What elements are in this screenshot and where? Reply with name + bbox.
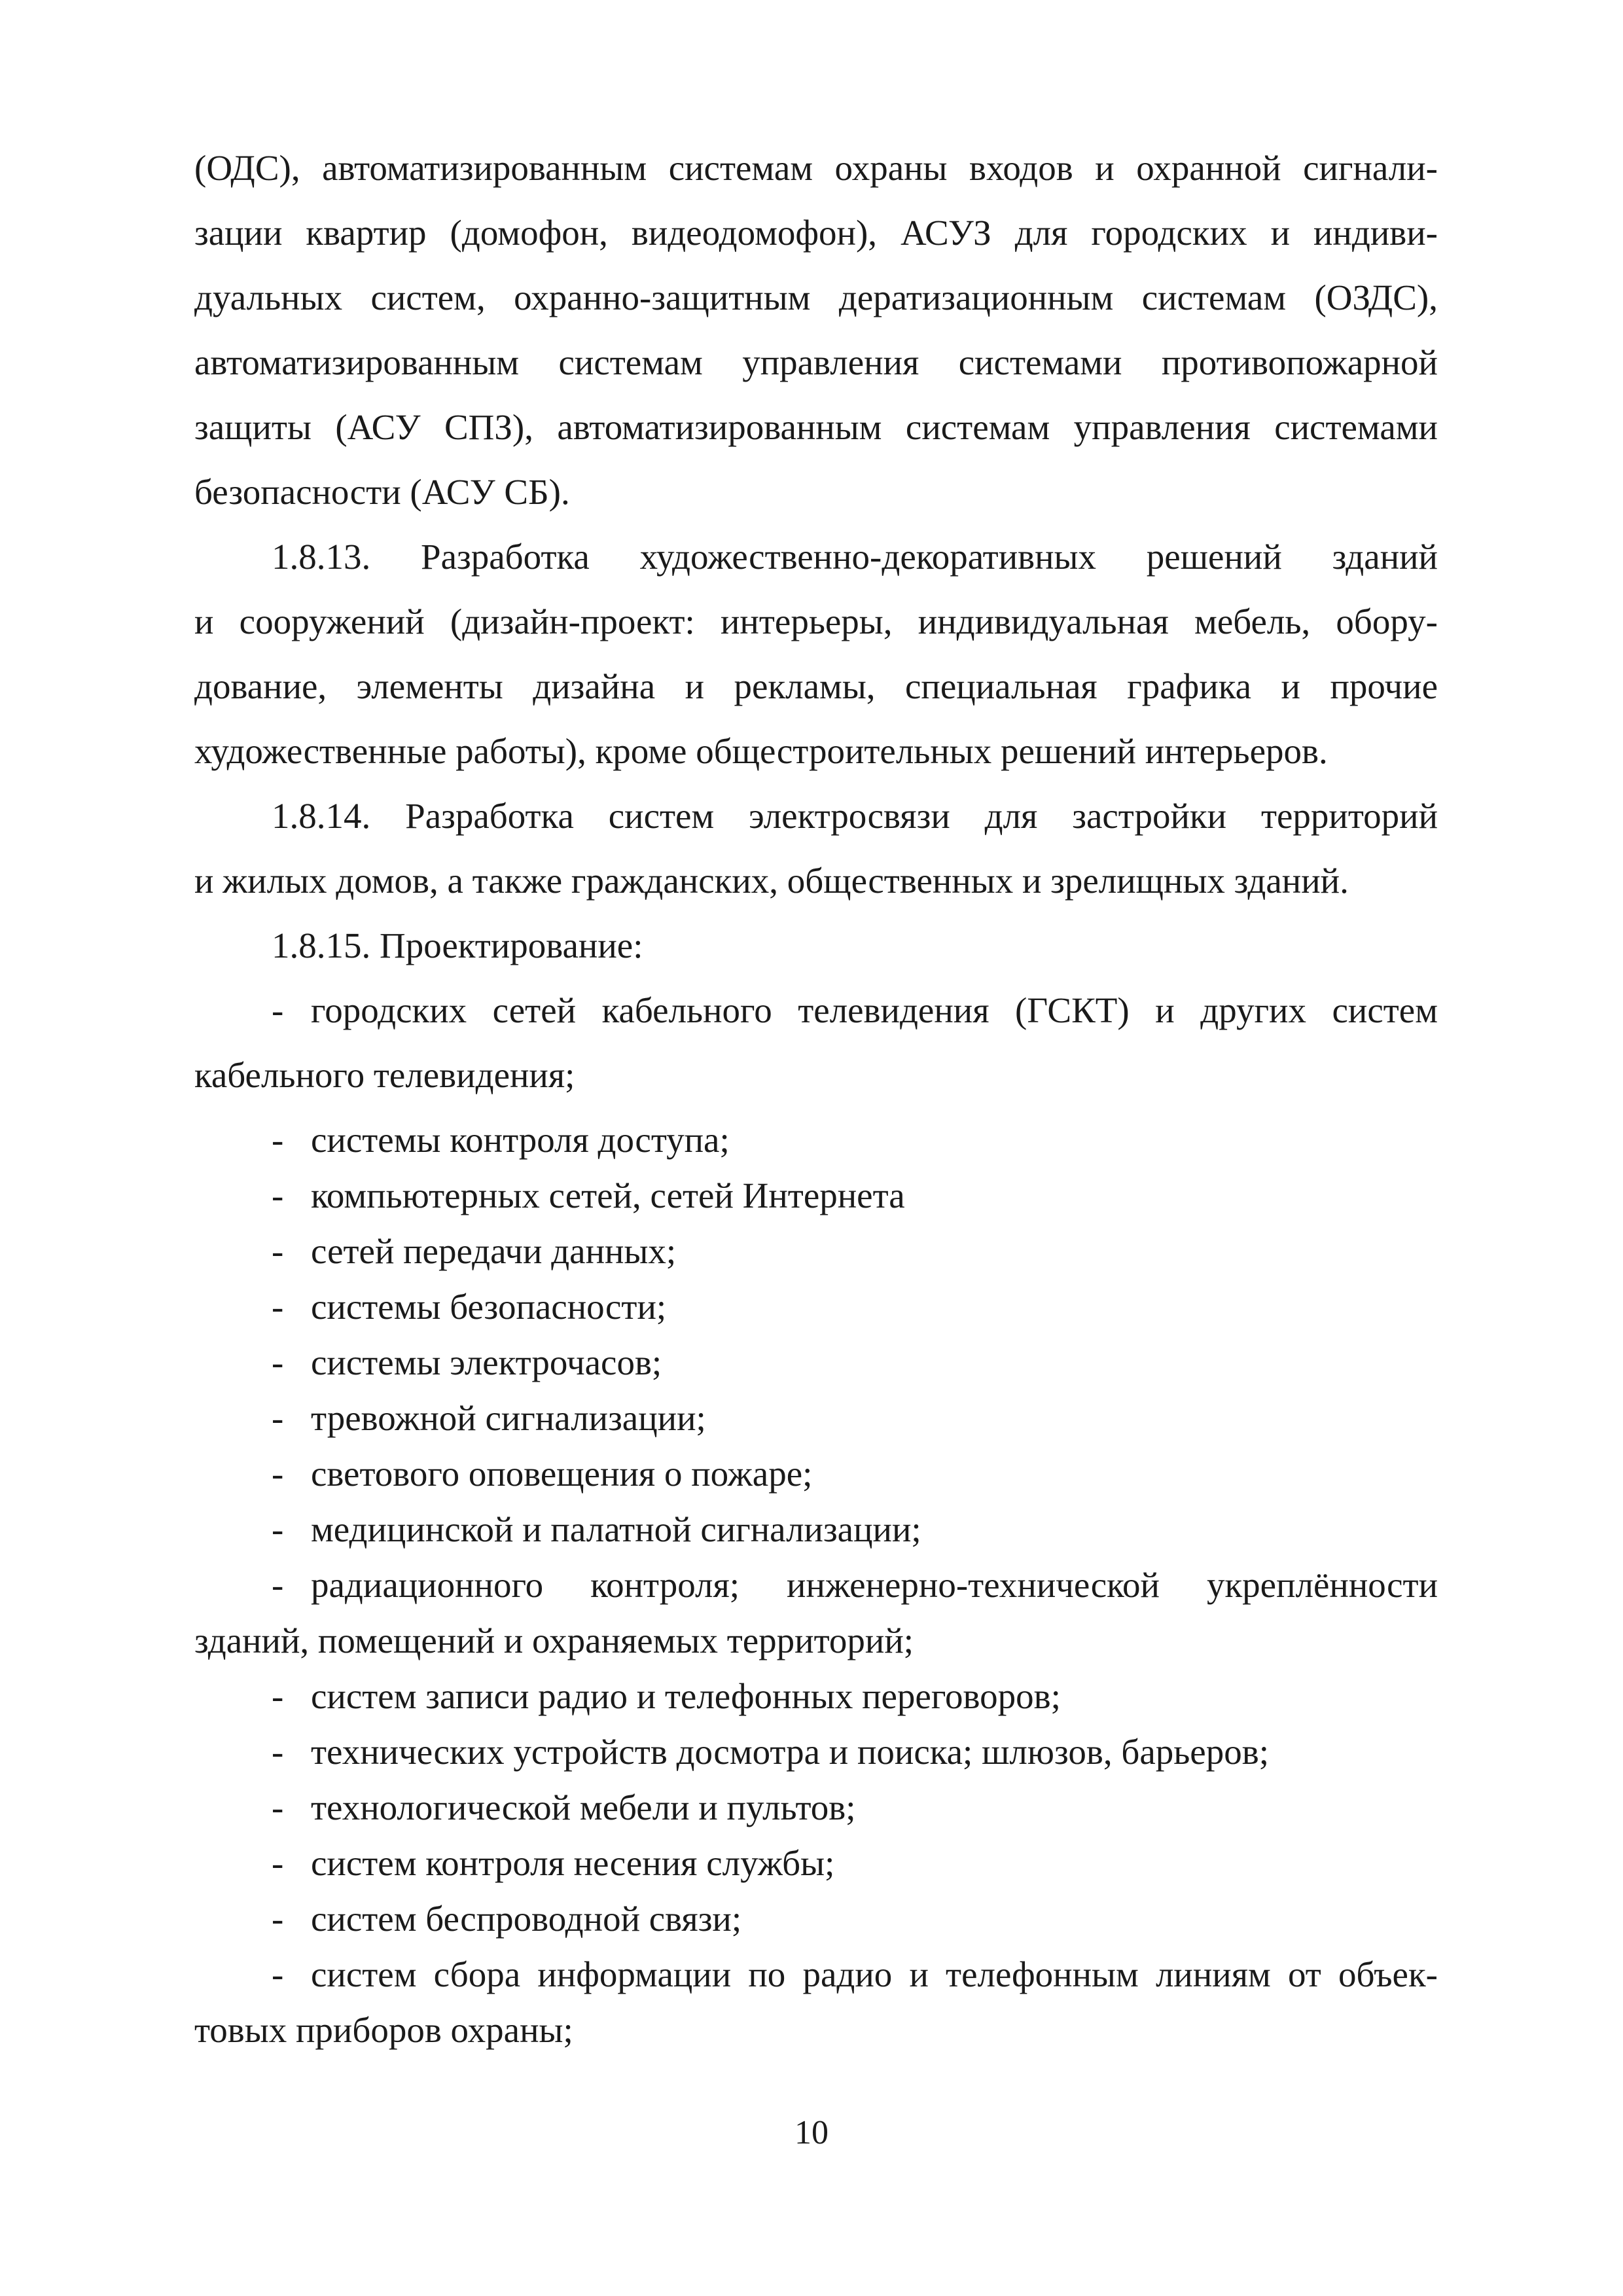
list-item [272, 988, 1438, 1033]
paragraph-1-8-13-heading-line: 1.8.13. Разработка художественно-декоративных решений зданий [272, 537, 1438, 577]
list-dash: - [272, 1231, 284, 1271]
list-item-text: системы электрочасов; [311, 1342, 662, 1382]
list-item-text: систем сбора информации по радио и телефонным линиям от объек- [311, 1954, 1438, 1994]
list-item-continuation: зданий, помещений и охраняемых территорий; [194, 1621, 914, 1660]
paragraph-line: дование, элементы дизайна и рекламы, специальная графика и прочие [194, 666, 1438, 706]
list-item-continuation: товых приборов охраны; [194, 2010, 573, 2050]
list-item [272, 1451, 812, 1497]
list-item [272, 1729, 1269, 1775]
list-item [272, 1952, 1438, 1998]
list-dash: - [272, 1899, 284, 1939]
paragraph-1-8-15-heading: 1.8.15. Проектирование: [272, 925, 643, 965]
list-item [272, 1173, 905, 1219]
list-item [272, 1507, 921, 1552]
list-dash: - [272, 1565, 284, 1605]
list-item-text: систем контроля несения службы; [311, 1843, 835, 1883]
list-item-text: системы безопасности; [311, 1287, 667, 1327]
list-item-text: технических устройств досмотра и поиска; шлюзов, барьеров; [311, 1732, 1269, 1772]
paragraph-line: безопасности (АСУ СБ). [194, 472, 570, 512]
list-item-text: компьютерных сетей, сетей Интернета [311, 1175, 905, 1215]
list-item [272, 1896, 741, 1942]
list-item [272, 1284, 666, 1330]
page-number: 10 [794, 2114, 829, 2151]
list-item-continuation: кабельного телевидения; [194, 1055, 575, 1095]
list-dash: - [272, 1732, 284, 1772]
list-dash: - [272, 1787, 284, 1827]
list-item-text: сетей передачи данных; [311, 1231, 677, 1271]
list-item-text: тревожной сигнализации; [311, 1398, 706, 1438]
list-dash: - [272, 1342, 284, 1382]
list-dash: - [272, 1843, 284, 1883]
paragraph-line: автоматизированным системам управления системами противопожарной [194, 342, 1438, 382]
list-item-text: систем записи радио и телефонных переговоров; [311, 1676, 1061, 1716]
list-dash: - [272, 1175, 284, 1215]
list-item [272, 1674, 1061, 1719]
list-item [272, 1562, 1438, 1608]
paragraph-line: зации квартир (домофон, видеодомофон), АСУЗ для городских и индиви- [194, 213, 1438, 253]
list-item-text: светового оповещения о пожаре; [311, 1454, 813, 1494]
paragraph-line: защиты (АСУ СПЗ), автоматизированным системам управления системами [194, 407, 1438, 447]
list-item [272, 1340, 662, 1386]
list-dash: - [272, 1287, 284, 1327]
list-item [272, 1229, 676, 1274]
list-item-text: медицинской и палатной сигнализации; [311, 1509, 921, 1549]
list-item-text: технологической мебели и пультов; [311, 1787, 856, 1827]
list-dash: - [272, 1454, 284, 1494]
paragraph-line: и жилых домов, а также гражданских, общественных и зрелищных зданий. [194, 861, 1349, 901]
list-dash: - [272, 990, 284, 1030]
list-item [272, 1395, 706, 1441]
list-dash: - [272, 1120, 284, 1160]
list-item [272, 1117, 730, 1163]
list-item-text: городских сетей кабельного телевидения (ГСКТ) и других систем [311, 990, 1438, 1030]
list-dash: - [272, 1676, 284, 1716]
paragraph-line: художественные работы), кроме общестроительных решений интерьеров. [194, 731, 1328, 771]
paragraph-line: и сооружений (дизайн-проект: интерьеры, индивидуальная мебель, обору- [194, 601, 1438, 641]
list-item [272, 1840, 834, 1886]
list-item-text: радиационного контроля; инженерно-технической укреплённости [311, 1565, 1438, 1605]
list-dash: - [272, 1954, 284, 1994]
paragraph-line: (ОДС), автоматизированным системам охраны входов и охранной сигнали- [194, 148, 1438, 188]
list-item-text: систем беспроводной связи; [311, 1899, 742, 1939]
list-dash: - [272, 1398, 284, 1438]
paragraph-1-8-14-heading-line: 1.8.14. Разработка систем электросвязи для застройки территорий [272, 796, 1438, 836]
list-item-text: системы контроля доступа; [311, 1120, 730, 1160]
list-dash: - [272, 1509, 284, 1549]
paragraph-line: дуальных систем, охранно-защитным дератизационным системам (ОЗДС), [194, 278, 1438, 317]
list-item [272, 1785, 856, 1831]
